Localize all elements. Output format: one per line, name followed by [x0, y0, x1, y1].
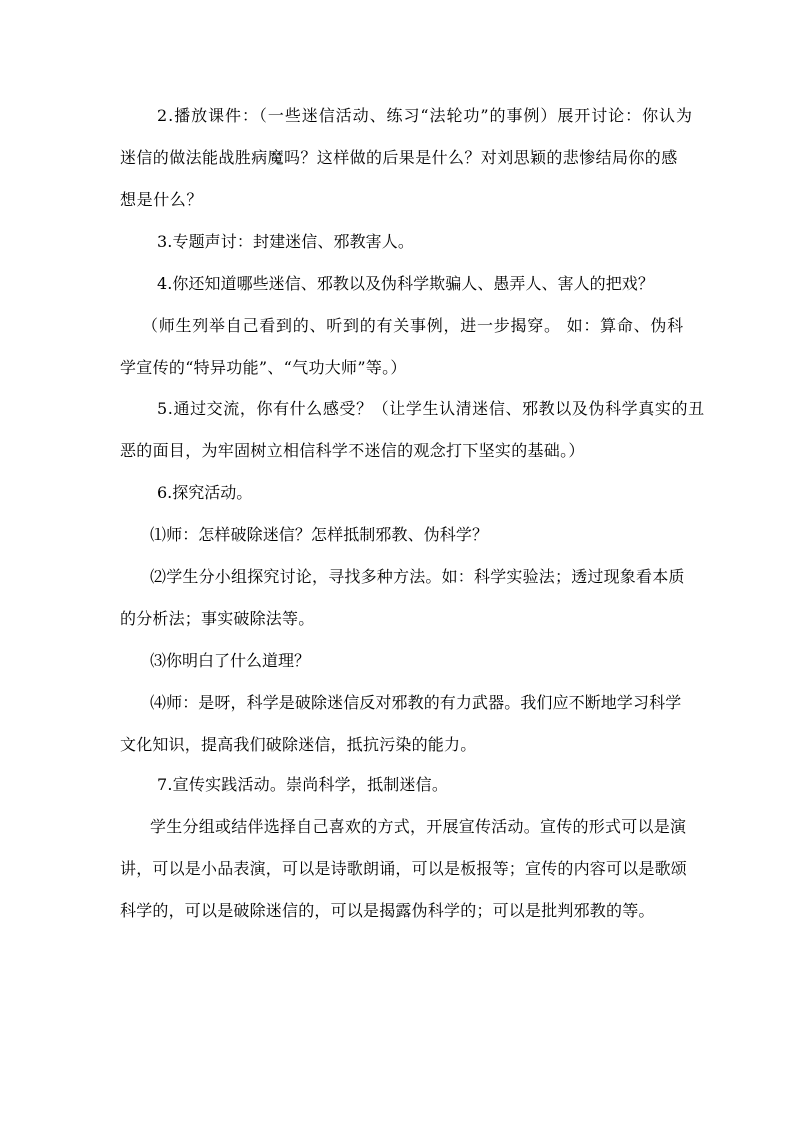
item-6-2-line-2: 的分析法；事实破除法等。: [120, 609, 315, 628]
paragraph-8-line-3: 科学的，可以是破除迷信的，可以是揭露伪科学的；可以是批判邪教的等。: [120, 901, 655, 920]
paragraph-5-line-1: 5.通过交流，你有什么感受？（让学生认清迷信、邪教以及伪科学真实的丑: [157, 399, 705, 418]
paragraph-8-line-2: 讲，可以是小品表演，可以是诗歌朗诵，可以是板报等；宣传的内容可以是歌颂: [120, 859, 688, 878]
paragraph-2-line-2: 迷信的做法能战胜病魔吗？这样做的后果是什么？对刘思颖的悲惨结局你的感: [120, 148, 678, 167]
item-6-3: ⑶你明白了什么道理？: [150, 651, 311, 670]
paragraph-6: 6.探究活动。: [157, 483, 253, 502]
paragraph-5-line-2: 恶的面目，为牢固树立相信科学不迷信的观念打下坚实的基础。）: [120, 441, 585, 460]
paragraph-2-line-1: 2.播放课件：（一些迷信活动、练习“法轮功”的事例）展开讨论：你认为: [157, 106, 693, 125]
item-6-2-line-1: ⑵学生分小组探究讨论，寻找多种方法。如：科学实验法；透过现象看本质: [150, 567, 685, 586]
paragraph-7: 7.宣传实践活动。崇尚科学，抵制迷信。: [157, 775, 449, 794]
item-6-1: ⑴师：怎样破除迷信？怎样抵制邪教、伪科学？: [150, 525, 489, 544]
paragraph-4-note-line-2: 学宣传的“特异功能”、“气功大师”等。）: [120, 358, 407, 377]
paragraph-2-line-3: 想是什么？: [120, 190, 204, 209]
item-6-4-line-2: 文化知识，提高我们破除迷信，抵抗污染的能力。: [120, 735, 477, 754]
paragraph-4-note-line-1: （师生列举自己看到的、听到的有关事例，进一步揭穿。 如：算命、伪科: [142, 316, 684, 335]
paragraph-8-line-1: 学生分组或结伴选择自己喜欢的方式，开展宣传活动。宣传的形式可以是演: [150, 817, 687, 836]
item-6-4-line-1: ⑷师：是呀，科学是破除迷信反对邪教的有力武器。我们应不断地学习科学: [150, 693, 682, 712]
paragraph-3: 3.专题声讨：封建迷信、邪教害人。: [157, 232, 414, 251]
paragraph-4: 4.你还知道哪些迷信、邪教以及伪科学欺骗人、愚弄人、害人的把戏？: [157, 274, 654, 293]
